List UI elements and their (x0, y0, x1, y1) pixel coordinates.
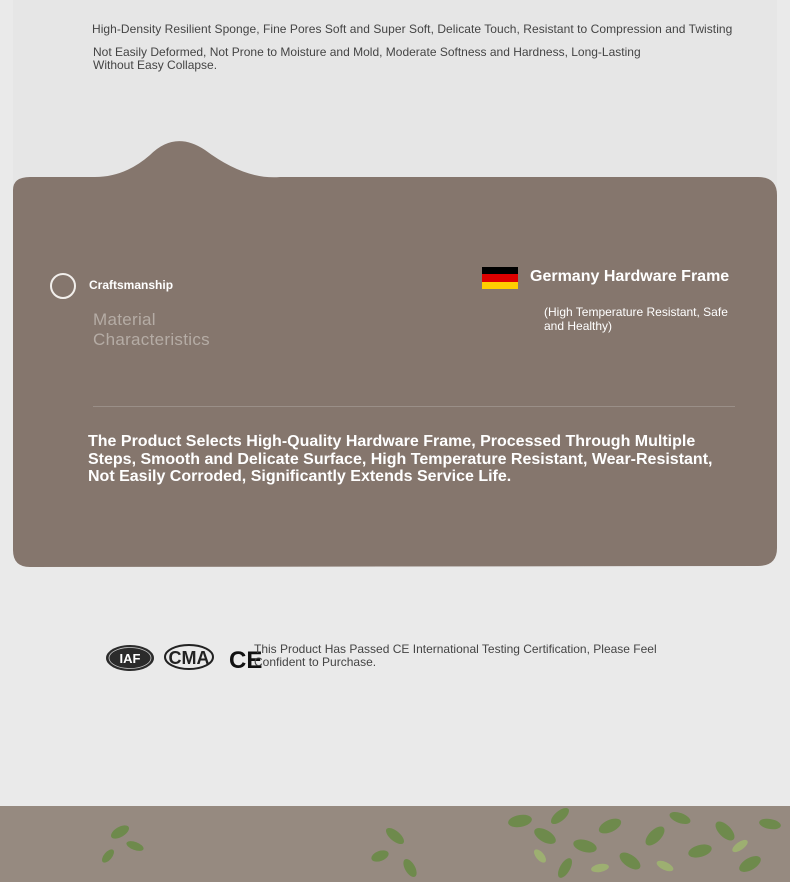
svg-text:CMA: CMA (168, 648, 210, 668)
flag-stripe-black (482, 267, 518, 274)
flag-stripe-red (482, 274, 518, 281)
svg-text:CE: CE (229, 647, 263, 674)
intro-line-2: Not Easily Deformed, Not Prone to Moisture and Mold, Moderate Softness and Hardness, Long-Lasting Without Easy Collapse. (93, 45, 641, 72)
material-title: Material Characteristics (93, 310, 210, 349)
germany-flag-icon (482, 267, 518, 289)
flag-stripe-gold (482, 282, 518, 289)
iaf-logo-icon (106, 645, 154, 671)
certification-logos (105, 642, 265, 674)
feature-description: The Product Selects High-Quality Hardware Frame, Processed Through Multiple Steps, Smooth and Delicate Surface, High Temperature Resistant, Wear-Resistant, Not Easily Corroded, Significantly Extends Service Life. (88, 433, 713, 486)
certification-text: This Product Has Passed CE International Testing Certification, Please Feel Confident to Purchase. (254, 642, 657, 669)
svg-text:IAF: IAF (119, 651, 141, 666)
feature-subtitle: (High Temperature Resistant, Safe and Healthy) (544, 305, 728, 333)
feature-title: Germany Hardware Frame (530, 268, 730, 285)
craft-circle-icon (50, 273, 76, 299)
craft-label: Craftsmanship (89, 278, 174, 292)
cma-logo-icon (165, 645, 213, 669)
leaves-photo (0, 806, 790, 882)
intro-line-1: High-Density Resilient Sponge, Fine Pores Soft and Super Soft, Delicate Touch, Resistant to Compression and Twisting (92, 22, 733, 36)
divider (93, 406, 735, 407)
